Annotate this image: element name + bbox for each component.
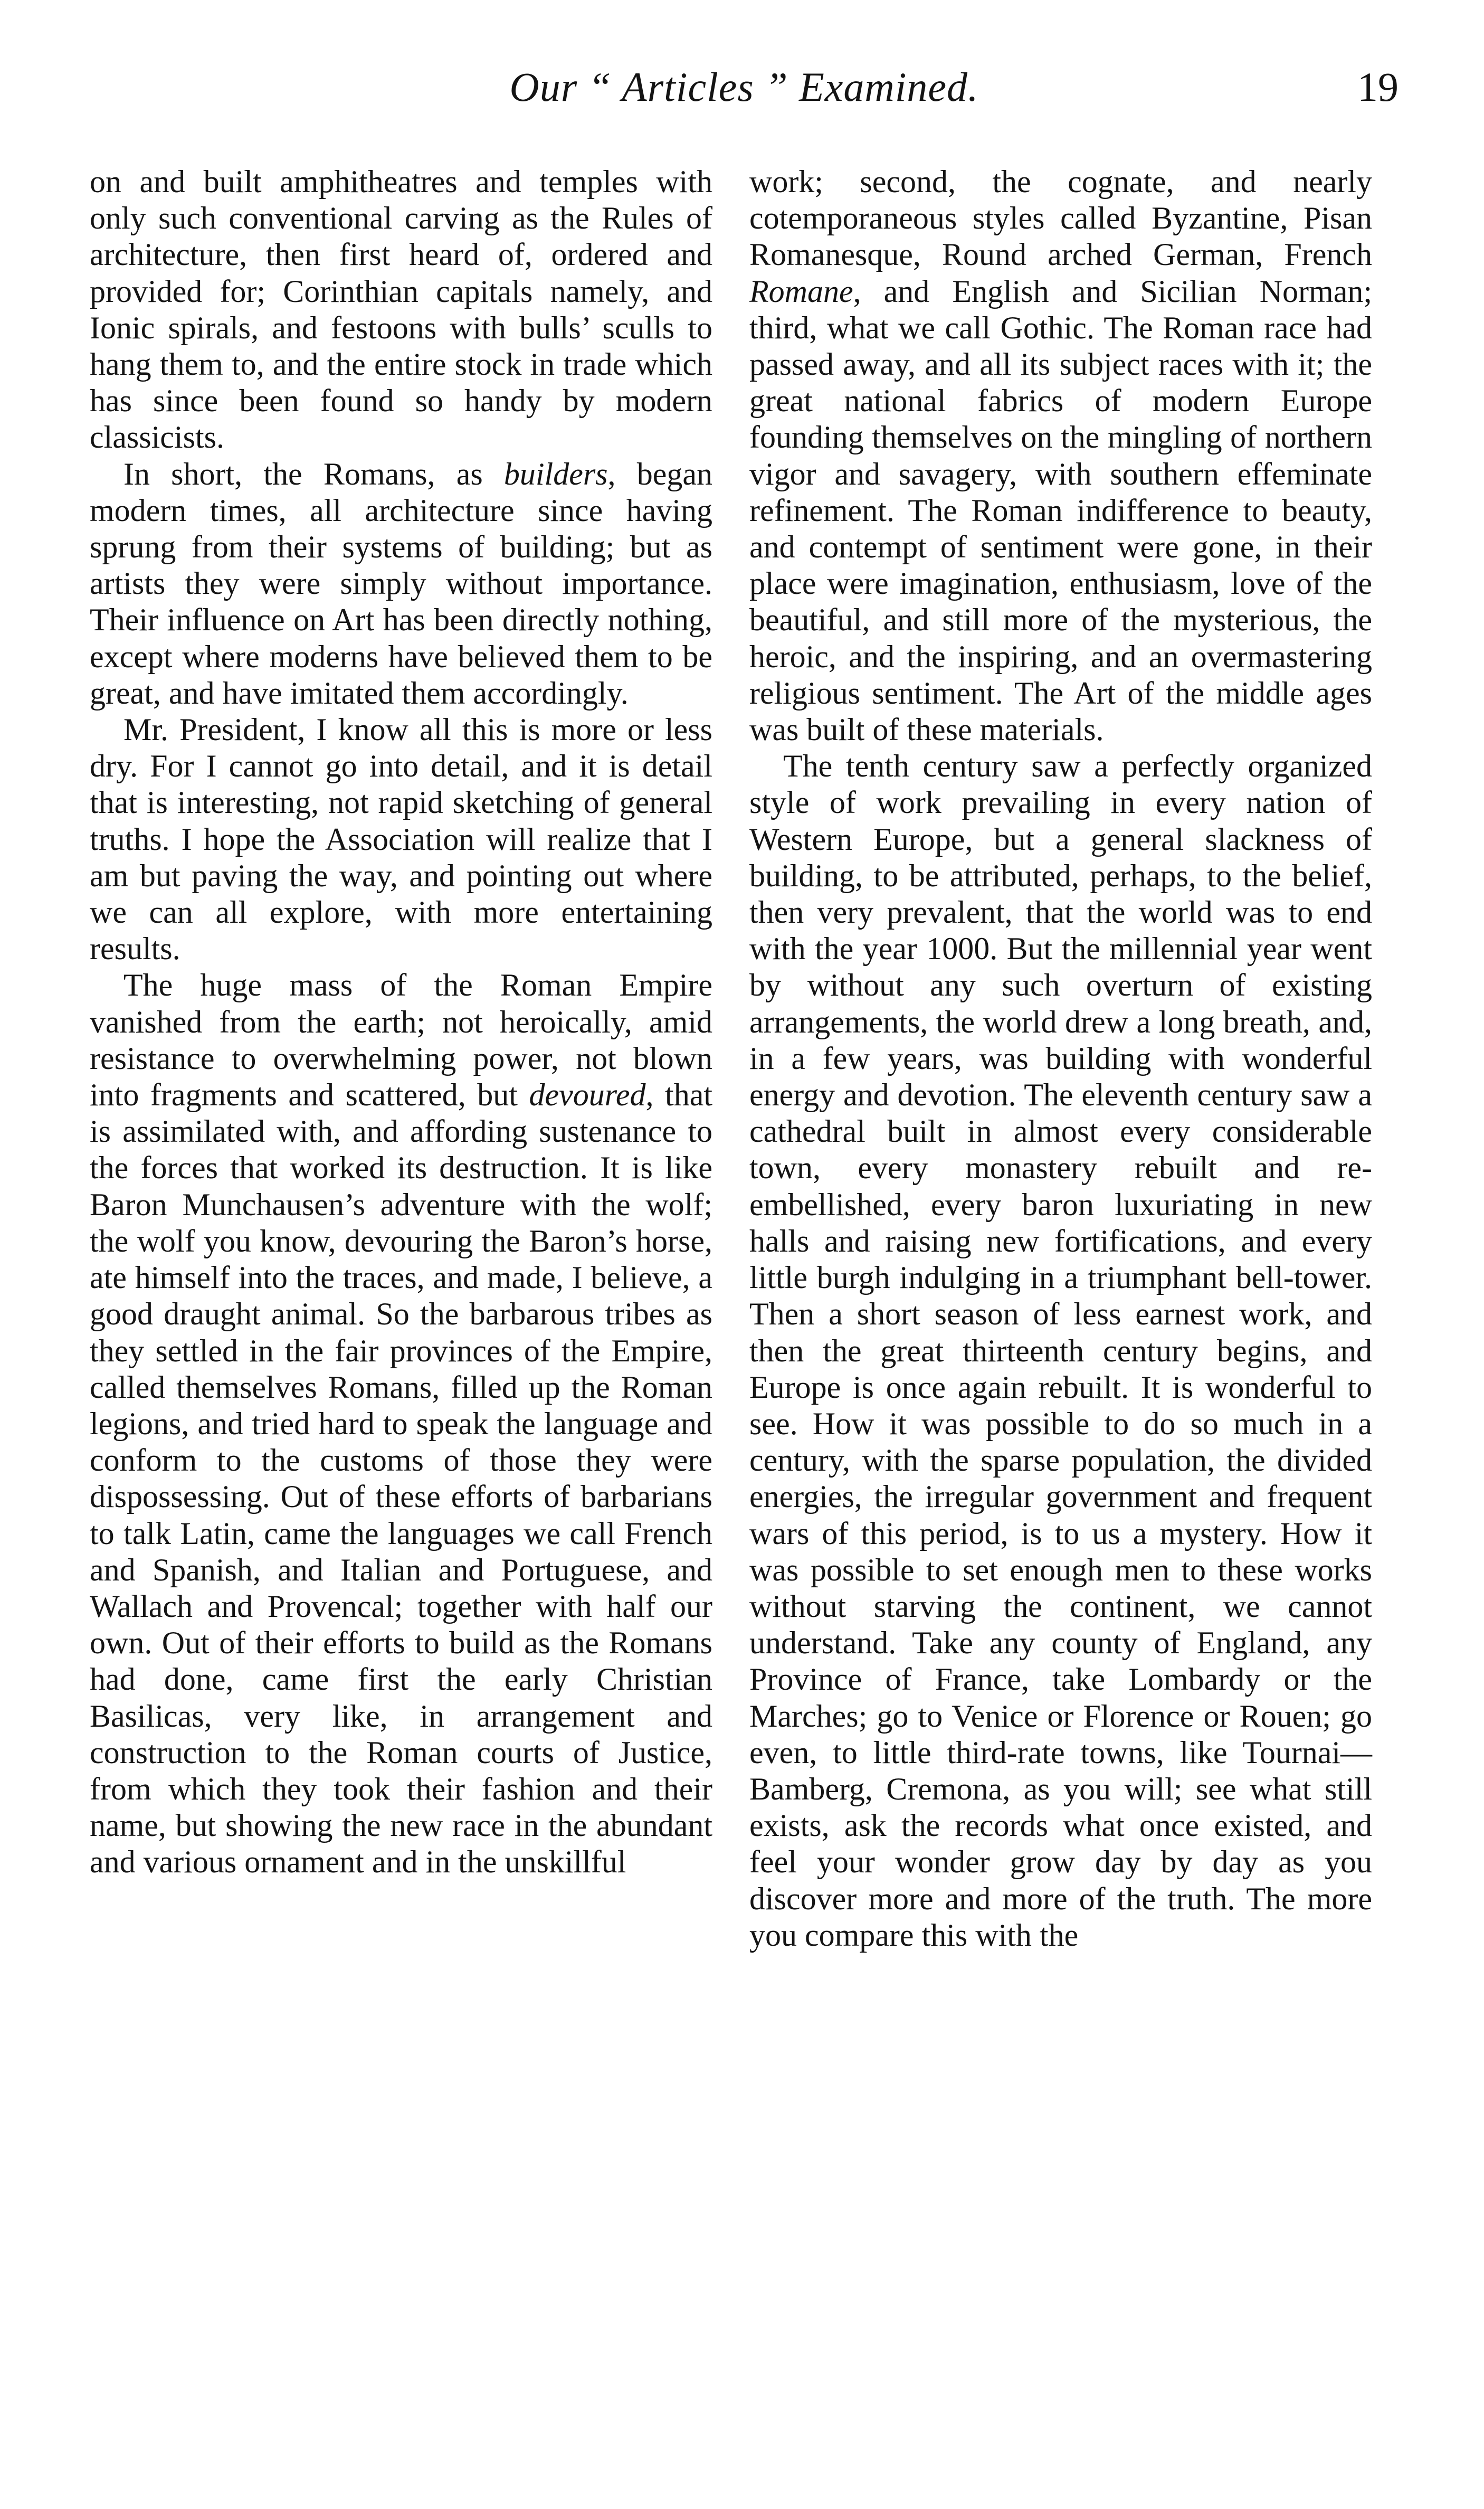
paragraph bbox=[749, 164, 1372, 748]
page-title: Our “ Articles ” Examined. bbox=[509, 64, 979, 110]
text-run: , that is assimilated with, and affording sustenance to the forces that worked its destruction. It is like Baron Munchausen’s adventure with the wolf; the wolf you know, devouring the Baron’s horse, ate himself into the traces, and made, I believe, a good draught animal. So the barbarous tribes as they settled in the fair provinces of the Empire, called themselves Romans, filled up the Roman legions, and tried hard to speak the language and conform to the customs of those they were dispossessing. Out of these efforts of barbarians to talk Latin, came the languages we call French and Spanish, and Italian and Portuguese, and Wallach and Provencal; together with half our own. Out of their efforts to build as the Romans had done, came first the early Christian Basilicas, very like, in arrangement and construction to the Roman courts of Justice, from which they took their fashion and their name, but showing the new race in the abundant and various ornament and in the unskillful bbox=[90, 1077, 712, 1880]
paragraph bbox=[90, 164, 712, 456]
text-run: on and built amphitheatres and temples with only such conventional carving as the Rules of architecture, then first heard of, ordered and provided for; Corinthian capitals namely, and Ionic spirals, and festoons with bulls’ sculls to hang them to, and the entire stock in trade which has since been found so handy by modern classicists. bbox=[90, 164, 712, 455]
paragraph bbox=[90, 712, 712, 967]
text-run: Mr. President, I know all this is more or less dry. For I cannot go into detail, and it is detail that is interesting, not rapid sketching of general truths. I hope the Association will realize that I am but paving the way, and pointing out where we can all explore, with more entertaining results. bbox=[90, 712, 712, 967]
text-run: The huge mass of the Roman Empire vanished from the earth; not heroically, amid resistance to overwhelming power, not blown into fragments and scattered, but bbox=[90, 968, 712, 1113]
italic-text: devoured bbox=[529, 1077, 646, 1113]
italic-text: builders bbox=[503, 456, 608, 491]
text-run: , and English and Sicilian Norman; third, what we call Gothic. The Roman race had passed away, and all its subject races with it; the great national fabrics of modern Europe founding themselves on the mingling of northern vigor and savagery, with southern effeminate refinement. The Roman indifference to beauty, and contempt of sentiment were gone, in their place were imagination, enthusiasm, love of the beautiful, and still more of the mysterious, the heroic, and the inspiring, and an overmastering religious sentiment. The Art of the middle ages was built of these materials. bbox=[749, 273, 1372, 747]
page-number: 19 bbox=[1357, 64, 1399, 110]
paragraph bbox=[90, 967, 712, 1880]
text-run: The tenth century saw a perfectly organized style of work prevailing in every nation of Western Europe, but a general slackness of building, to be attributed, perhaps, to the belief, then very prevalent, that the world was to end with the year 1000. But the millennial year went by without any such overturn of existing arrangements, the world drew a long breath, and, in a few years, was building with wonderful energy and devotion. The eleventh century saw a cathedral built in almost every considerable town, every monastery rebuilt and re-embellished, every baron luxuriating in new halls and raising new fortifications, and every little burgh indulging in a triumphant bell-tower. Then a short season of less earnest work, and then the great thirteenth century begins, and Europe is once again rebuilt. It is wonderful to see. How it was possible to do so much in a century, with the sparse population, the divided energies, the irregular government and frequent wars of this period, is to us a mystery. How it was possible to set enough men to these works without starving the continent, we cannot understand. Take any county of England, any Province of France, take Lombardy or the Marches; go to Venice or Florence or Rouen; go even, to little third-rate towns, like Tournai—Bamberg, Cremona, as you will; see what still exists, ask the records what once existed, and feel your wonder grow day by day as you discover more and more of the truth. The more you compare this with the bbox=[749, 749, 1372, 1953]
running-head bbox=[90, 63, 1399, 132]
paragraph bbox=[90, 456, 712, 712]
left-column bbox=[90, 164, 712, 1881]
text-run: work; second, the cognate, and nearly cotemporaneous styles called Byzantine, Pisan Romanesque, Round arched German, French bbox=[749, 164, 1372, 272]
right-column bbox=[749, 164, 1372, 1954]
text-run: In short, the Romans, as bbox=[123, 456, 504, 491]
italic-text: Romane bbox=[749, 273, 853, 309]
paragraph bbox=[749, 748, 1372, 1954]
text-run: , began modern times, all architecture since having sprung from their systems of building; but as artists they were simply without importance. Their influence on Art has been directly nothing, except where moderns have believed them to be great, and have imitated them accordingly. bbox=[90, 456, 712, 711]
